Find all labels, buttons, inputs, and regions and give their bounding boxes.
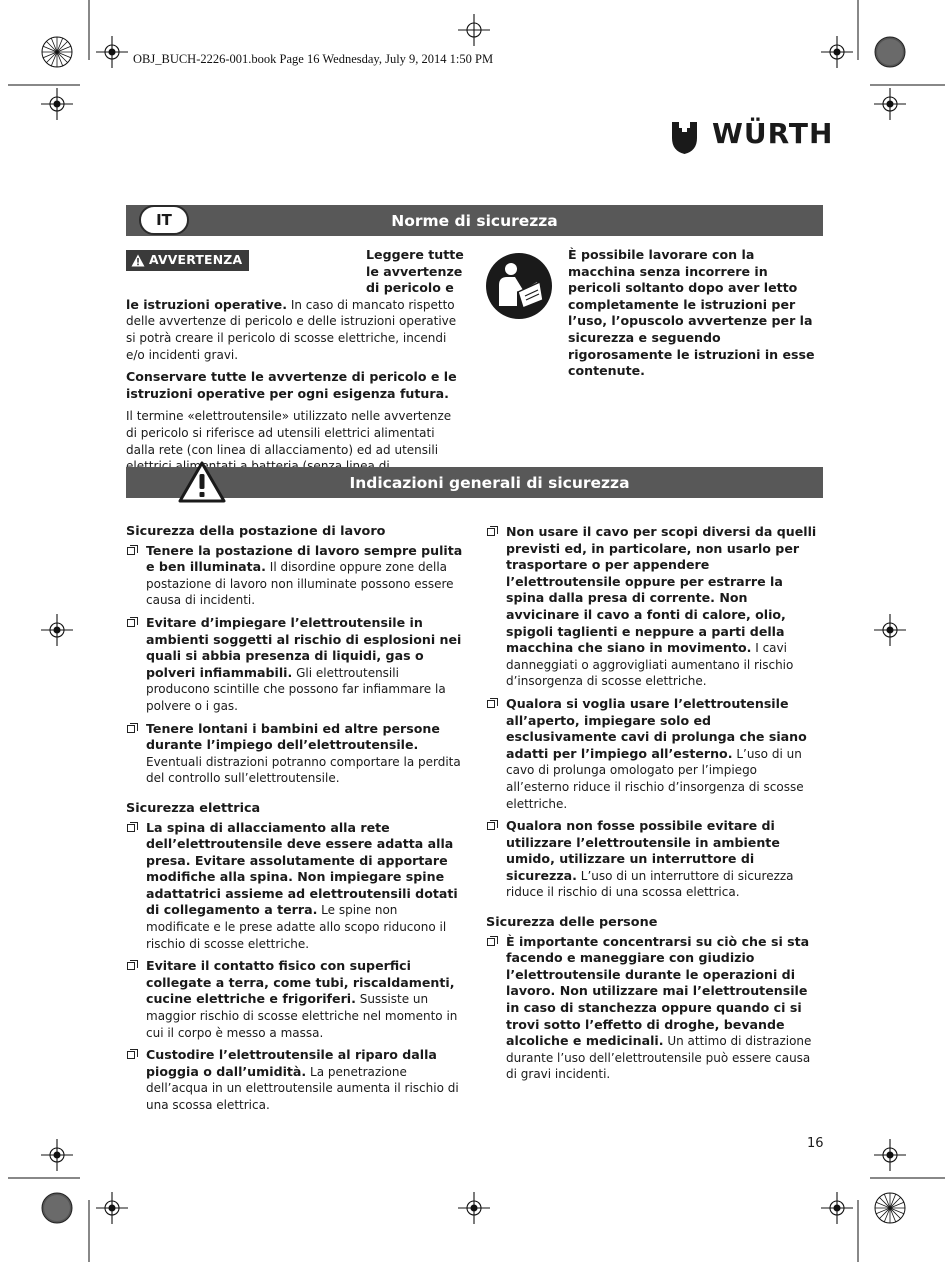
item-lead: Qualora si voglia usare l’elettroutensile all’aperto, impiegare solo ed esclusivamente cavi di prolunga che siano adatti per l’impiego all’esterno. (506, 695, 807, 761)
checkbox-bullet-icon (127, 547, 135, 555)
section2-left-column (126, 524, 464, 1120)
item-text: La penetrazione dell’acqua in un elettroutensile aumenta il rischio di una scossa elettrica. (146, 1064, 459, 1112)
warning-badge-wrap (126, 247, 366, 295)
subhead-workplace: Sicurezza della postazione di lavoro (126, 524, 386, 539)
warning-badge-label: AVVERTENZA (149, 252, 243, 267)
section-title-bar (126, 205, 823, 236)
item-lead: È importante concentrarsi su ciò che si sta facendo e maneggiare con giudizio l’elettroutensile durante le operazioni di lavoro. Non utilizzare mai l’elettroutensile in caso di stanchezza oppure quando ci si trovi sotto l’effetto di droghe, bevande alcoliche e medicinali. (506, 933, 810, 1049)
item-text: Gli elettroutensili producono scintille che possono far infiammare la polvere o i gas. (146, 665, 446, 713)
item-lead: La spina di allacciamento alla rete dell’elettroutensile deve essere adatta alla presa. Evitare assolutamente di apportare modifiche alla spina. Non impiegare spine adattatrici assieme ad elettroutensili dotati di collegamento a terra. (146, 819, 458, 918)
subhead-persons: Sicurezza delle persone (486, 915, 658, 931)
item-text: Il disordine oppure zone della postazione di lavoro non illuminate possono essere causa di incidenti. (146, 560, 454, 608)
warning-text: In caso di mancato rispetto delle avvertenze di pericolo e delle istruzioni operative si potrà creare il pericolo di scosse elettriche, incendi e/o incidenti gravi. (126, 297, 457, 362)
list-item (126, 1047, 464, 1113)
item-lead: Tenere lontani i bambini ed altre persone durante l’impiego dell’elettroutensile. (146, 720, 440, 753)
read-manual-text: È possibile lavorare con la macchina senza incorrere in pericoli soltanto dopo aver letto completamente le istruzioni per l’uso, l’opuscolo avvertenze per la sicurezza e seguendo rigorosamente le istruzioni in esse contenute. (568, 247, 815, 379)
warning-lead: Leggere tutte le avvertenze di pericolo e le istruzioni operative. (126, 247, 464, 312)
section2-right-column (486, 524, 824, 1089)
item-lead: Custodire l’elettroutensile al riparo dalla pioggia o dall’umidità. (146, 1047, 437, 1079)
warning-triangle-icon (178, 461, 226, 503)
section1-right-column (568, 247, 824, 386)
checkbox-bullet-icon (487, 938, 495, 946)
checkbox-bullet-icon (127, 1051, 135, 1059)
list-item (486, 934, 824, 1083)
subhead-electrical: Sicurezza elettrica (126, 800, 261, 816)
warning-paragraph (126, 247, 464, 363)
term-definition: Il termine «elettroutensile» utilizzato nelle avvertenze di pericolo si riferisce ad utensili elettrici alimentati dalla rete (con linea di allacciamento) ed ad utensili (126, 409, 452, 457)
item-lead: Non usare il cavo per scopi diversi da quelli previsti ed, in particolare, non usarlo per trasportare o per appendere l’elettroutensile oppure per estrarre la spina dalla presa di corrente. Non avvicinare il cavo a fonti di calore, olio, spigoli taglienti e neppure a parti della macchina che siano in movimento. (506, 524, 817, 656)
warning-badge (126, 250, 249, 271)
list-item (486, 818, 824, 901)
list-item (126, 543, 464, 609)
checkbox-bullet-icon (127, 619, 135, 627)
warning-small-icon (131, 254, 145, 267)
page-number: 16 (807, 1136, 824, 1151)
keep-instructions: Conservare tutte le avvertenze di pericolo e le istruzioni operative per ogni esigenza futura. (126, 369, 457, 401)
item-text: L’uso di un cavo di prolunga omologato per l’impiego all’esterno riduce il rischio d’insorgenza di scosse elettriche. (506, 746, 804, 811)
list-item (486, 524, 824, 690)
list-item (126, 958, 464, 1041)
checkbox-bullet-icon (127, 824, 135, 832)
section-title: Norme di sicurezza (391, 211, 558, 230)
language-badge: IT (139, 205, 189, 235)
item-lead: Qualora non fosse possibile evitare di utilizzare l’elettroutensile in ambiente umido, utilizzare un interruttore di sicurezza. (506, 818, 780, 883)
checkbox-bullet-icon (127, 725, 135, 733)
section1-left-column (126, 247, 464, 497)
list-item (126, 820, 464, 953)
item-text: Eventuali distrazioni potranno comportare la perdita del controllo sull’elettroutensile. (146, 754, 461, 786)
checkbox-bullet-icon (487, 822, 495, 830)
item-lead: Evitare il contatto fisico con superfici collegate a terra, come tubi, riscaldamenti, cucine elettriche e frigoriferi. (146, 958, 455, 1007)
item-text: L’uso di un interruttore di sicurezza riduce il rischio di una scossa elettrica. (506, 868, 794, 900)
section2-title-bar (126, 467, 823, 498)
list-item (126, 615, 464, 715)
item-text: Le spine non modificate e le prese adatte allo scopo riducono il rischio di scosse elettriche. (146, 903, 447, 951)
item-text: I cavi danneggiati o aggrovigliati aumentano il rischio d’insorgenza di scosse elettriche. (506, 641, 794, 689)
print-header: OBJ_BUCH-2226-001.book Page 16 Wednesday, July 9, 2014 1:50 PM (133, 52, 494, 66)
item-lead: Tenere la postazione di lavoro sempre pulita e ben illuminata. (146, 542, 463, 575)
read-manual-icon (485, 252, 553, 320)
list-item (126, 721, 464, 787)
checkbox-bullet-icon (127, 962, 135, 970)
item-text: Sussiste un maggior rischio di scosse elettriche nel momento in cui il corpo è messo a massa. (146, 992, 458, 1040)
list-item (486, 696, 824, 812)
checkbox-bullet-icon (487, 700, 495, 708)
section2-title: Indicazioni generali di sicurezza (349, 473, 630, 492)
item-text: Un attimo di distrazione durante l’uso dell’elettroutensile può essere causa di gravi incidenti. (506, 1034, 812, 1082)
checkbox-bullet-icon (487, 528, 495, 536)
item-lead: Evitare d’impiegare l’elettroutensile in ambienti soggetti al rischio di esplosioni nei quali si abbia presenza di liquidi, gas o polveri infiammabili. (146, 614, 462, 680)
brand-name: WÜRTH (712, 117, 834, 150)
